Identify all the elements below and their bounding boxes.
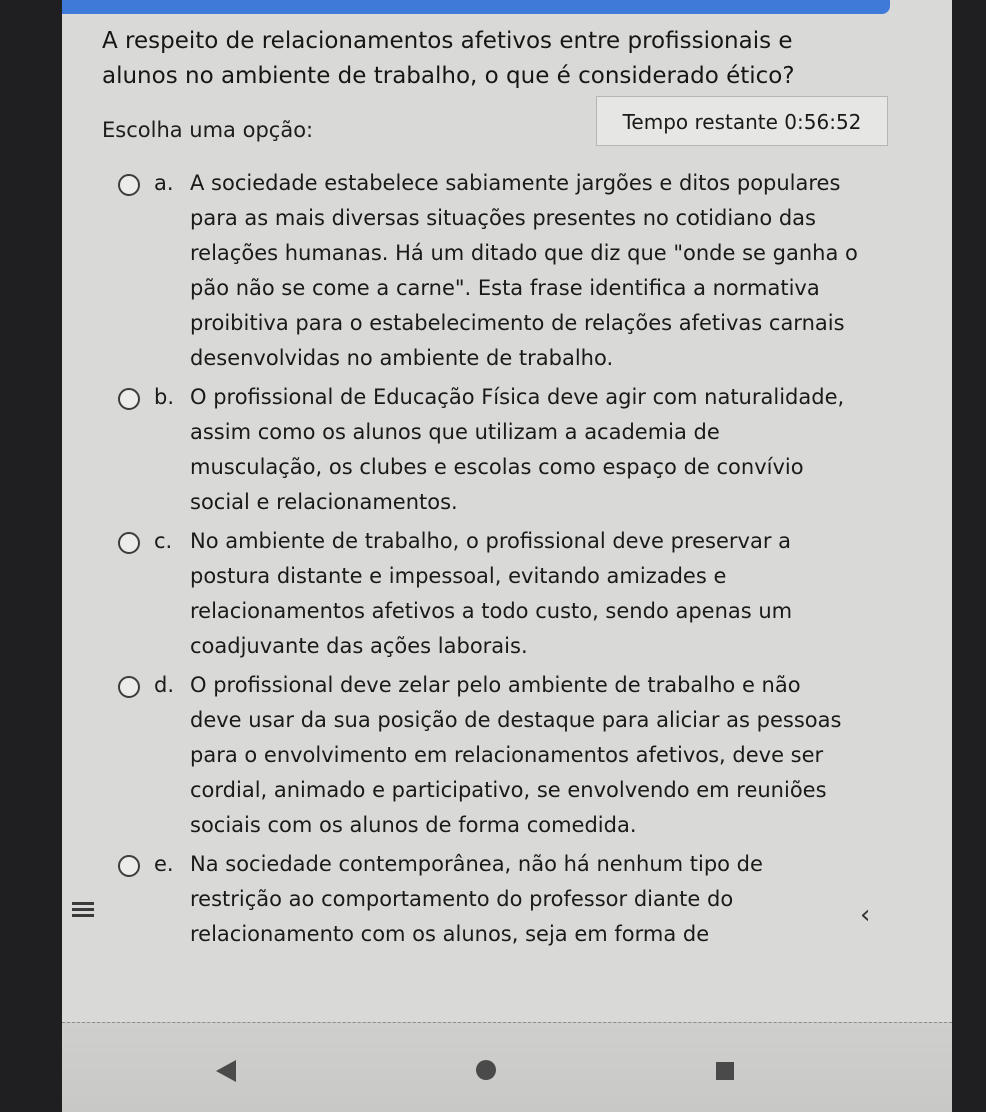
option-c-letter: c. xyxy=(154,529,173,553)
chevron-left-icon[interactable]: ‹ xyxy=(860,900,871,930)
option-d-text[interactable]: O profissional deve zelar pelo ambiente de trabalho e não deve usar da sua posição de destaque para aliciar as pessoas para o envolvimento em relacionamentos afetivos, deve ser cordial, animado e participativo, se envolvendo em reuniões sociais com os alunos de forma comedida. xyxy=(190,673,842,837)
top-accent-bar xyxy=(62,0,890,14)
choose-option-label: Escolha uma opção: xyxy=(102,118,314,142)
list-icon-line xyxy=(72,902,94,905)
option-d[interactable] xyxy=(118,668,858,843)
time-remaining: Tempo restante 0:56:52 xyxy=(596,96,888,146)
option-c-text[interactable]: No ambiente de trabalho, o profissional deve preservar a postura distante e impessoal, evitando amizades e relacionamentos afetivos a todo custo, sendo apenas um coadjuvante das ações laborais. xyxy=(190,529,793,658)
option-a-letter: a. xyxy=(154,171,174,195)
option-a[interactable] xyxy=(118,166,858,376)
list-icon[interactable] xyxy=(72,902,94,922)
option-e-letter: e. xyxy=(154,852,174,876)
option-e[interactable] xyxy=(118,847,858,952)
option-a-text[interactable]: A sociedade estabelece sabiamente jargões e ditos populares para as mais diversas situações presentes no cotidiano das relações humanas. Há um ditado que diz que "onde se ganha o pão não se come a carne". Esta frase identifica a normativa proibitiva para o estabelecimento de relações afetivas carnais desenvolvidas no ambiente de trabalho. xyxy=(190,171,858,370)
nav-back-icon[interactable] xyxy=(216,1060,236,1082)
radio-option-d[interactable] xyxy=(118,676,140,698)
answer-options xyxy=(118,166,858,956)
option-b-letter: b. xyxy=(154,385,175,409)
quiz-screen xyxy=(62,0,952,1112)
option-b[interactable] xyxy=(118,380,858,520)
nav-home-icon[interactable] xyxy=(476,1060,496,1080)
radio-option-e[interactable] xyxy=(118,855,140,877)
android-nav-bar xyxy=(62,1046,952,1096)
option-c[interactable] xyxy=(118,524,858,664)
option-d-letter: d. xyxy=(154,673,175,697)
radio-option-a[interactable] xyxy=(118,174,140,196)
radio-option-c[interactable] xyxy=(118,532,140,554)
question-text: A respeito de relacionamentos afetivos entre profissionais e alunos no ambiente de trabalho, o que é considerado ético? xyxy=(102,28,795,89)
option-e-text[interactable]: Na sociedade contemporânea, não há nenhum tipo de restrição ao comportamento do professor diante do relacionamento com os alunos, seja em forma de xyxy=(190,852,763,946)
list-icon-line xyxy=(72,908,94,911)
option-b-text[interactable]: O profissional de Educação Física deve agir com naturalidade, assim como os alunos que utilizam a academia de musculação, os clubes e escolas como espaço de convívio social e relacionamentos. xyxy=(190,385,845,514)
radio-option-b[interactable] xyxy=(118,388,140,410)
list-icon-line xyxy=(72,914,94,917)
nav-recent-icon[interactable] xyxy=(716,1062,734,1080)
